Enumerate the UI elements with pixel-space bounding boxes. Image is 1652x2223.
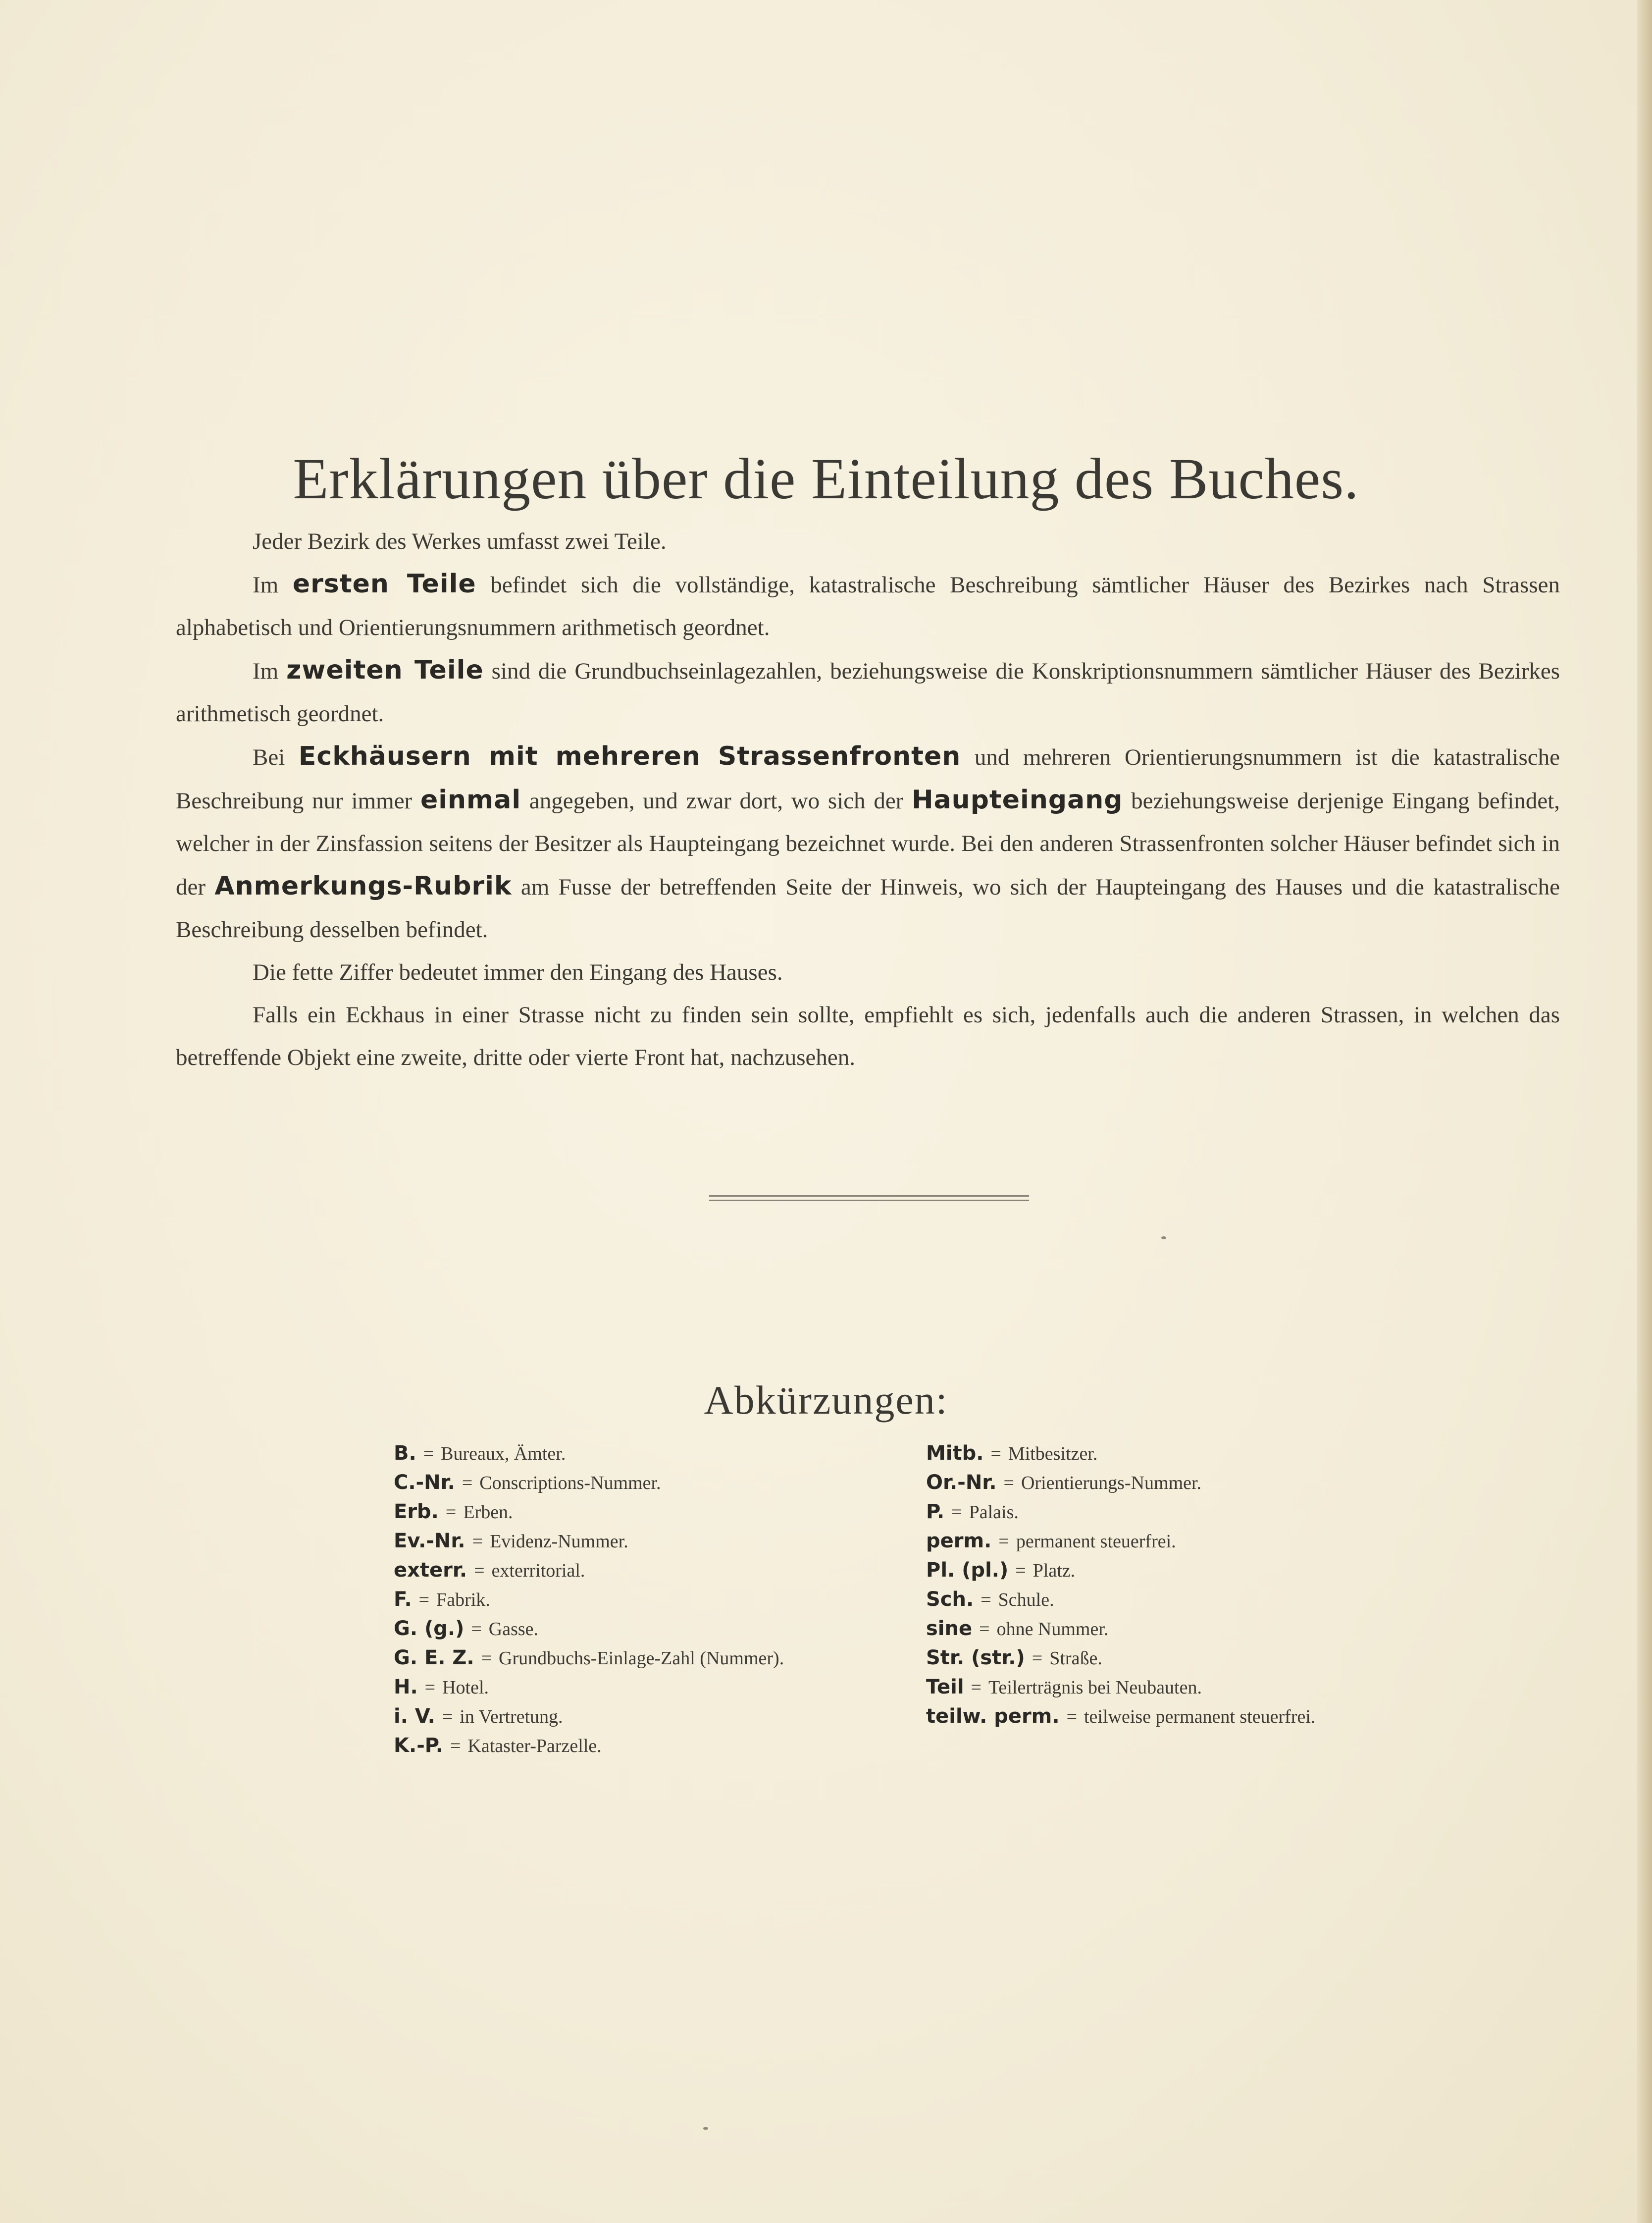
abbreviation-term: F.	[394, 1588, 412, 1611]
paragraph-text: Falls ein Eckhaus in einer Strasse nicht zu finden sein sollte, empfiehlt es sich, jedenfalls auch die anderen Strassen, in welchen das betreffende Objekt eine zweite, dritte oder vierte Front hat, nachzusehen.	[176, 1002, 1560, 1070]
emphasis-text: Eckhäusern mit mehreren Strassenfronten	[298, 741, 961, 771]
abbreviation-meaning: Straße.	[1049, 1648, 1102, 1669]
abbreviations-column-left	[394, 1439, 784, 1760]
abbreviation-entry	[926, 1702, 1315, 1731]
abbreviation-meaning: Fabrik.	[436, 1589, 490, 1610]
abbreviation-entry	[926, 1585, 1315, 1614]
paragraph	[176, 520, 1560, 563]
abbreviation-entry	[926, 1468, 1315, 1497]
abbreviation-entry	[394, 1439, 784, 1468]
abbreviations-column-right	[926, 1439, 1315, 1731]
equals-sign: =	[481, 1648, 492, 1669]
abbreviation-entry	[394, 1468, 784, 1497]
paragraph-text: beziehungsweise derjenige Eingang befindet, welcher in der Zinsfassion seitens der Besitzer als Haupteingang bezeichnet wurde. Bei den anderen Strassenfronten solcher Häuser befindet sich in der	[176, 788, 1560, 900]
paragraph-text: am Fusse der betreffenden Seite der Hinweis, wo sich der Haupteingang des Hauses und die katastralische Beschreibung desselben befindet.	[176, 874, 1560, 943]
equals-sign: =	[462, 1473, 473, 1493]
paragraph-text: Jeder Bezirk des Werkes umfasst zwei Teile.	[253, 529, 667, 554]
paragraph-text: Im	[253, 572, 293, 598]
abbreviation-term: Teil	[926, 1676, 964, 1698]
abbreviation-term: Mitb.	[926, 1442, 984, 1465]
equals-sign: =	[424, 1677, 436, 1698]
paragraph-text: sind die Grundbuchseinlagezahlen, beziehungsweise die Konskriptionsnummern sämtlicher Häuser des Bezirkes arithmetisch geordnet.	[176, 658, 1560, 727]
equals-sign: =	[450, 1736, 461, 1756]
abbreviation-entry	[926, 1556, 1315, 1585]
abbreviation-meaning: Erben.	[463, 1502, 513, 1523]
equals-sign: =	[990, 1443, 1001, 1464]
equals-sign: =	[971, 1677, 981, 1698]
abbreviation-meaning: teilweise permanent steuerfrei.	[1084, 1706, 1316, 1727]
abbreviation-meaning: Teilerträgnis bei Neubauten.	[988, 1677, 1202, 1698]
abbreviation-term: sine	[926, 1617, 973, 1640]
abbreviation-entry	[926, 1673, 1315, 1702]
abbreviation-meaning: Kataster-Parzelle.	[467, 1736, 602, 1756]
paragraph	[176, 735, 1560, 951]
equals-sign: =	[1032, 1648, 1043, 1669]
abbreviation-meaning: Evidenz-Nummer.	[490, 1531, 628, 1552]
abbreviation-term: Erb.	[394, 1500, 439, 1523]
abbreviation-entry	[926, 1614, 1315, 1643]
abbreviation-meaning: permanent steuerfrei.	[1016, 1531, 1176, 1552]
abbreviation-entry	[394, 1556, 784, 1585]
equals-sign: =	[445, 1502, 457, 1523]
equals-sign: =	[981, 1589, 991, 1610]
abbreviation-meaning: Platz.	[1032, 1560, 1076, 1581]
abbreviation-meaning: Gasse.	[488, 1619, 539, 1640]
abbreviation-entry	[394, 1585, 784, 1614]
emphasis-text: ersten Teile	[292, 569, 476, 599]
paragraph-text: Bei	[253, 744, 299, 770]
paper-speck	[1161, 1236, 1166, 1239]
abbreviation-meaning: exterritorial.	[491, 1560, 585, 1581]
abbreviation-meaning: Mitbesitzer.	[1008, 1443, 1098, 1464]
emphasis-text: Anmerkungs-Rubrik	[214, 871, 512, 901]
abbreviation-term: G. E. Z.	[394, 1646, 474, 1669]
paragraph-text: Die fette Ziffer bedeutet immer den Eingang des Hauses.	[253, 959, 783, 985]
abbreviation-meaning: Orientierungs-Nummer.	[1021, 1473, 1202, 1493]
abbreviation-term: Pl. (pl.)	[926, 1559, 1009, 1582]
explanation-text	[176, 520, 1560, 1079]
paragraph-text: befindet sich die vollständige, katastralische Beschreibung sämtlicher Häuser des Bezirkes nach Strassen alphabetisch und Orientierungsnummern arithmetisch geordnet.	[176, 572, 1560, 640]
abbreviation-entry	[394, 1731, 784, 1760]
abbreviation-term: C.-Nr.	[394, 1471, 455, 1494]
abbreviation-term: Or.-Nr.	[926, 1471, 997, 1494]
equals-sign: =	[472, 1531, 483, 1552]
abbreviation-term: B.	[394, 1442, 416, 1465]
abbreviation-term: K.-P.	[394, 1734, 443, 1757]
equals-sign: =	[979, 1619, 990, 1640]
abbreviations-heading: Abkürzungen:	[704, 1377, 948, 1423]
equals-sign: =	[474, 1560, 485, 1581]
equals-sign: =	[423, 1443, 434, 1464]
equals-sign: =	[1003, 1473, 1014, 1493]
emphasis-text: Haupteingang	[912, 785, 1123, 815]
equals-sign: =	[442, 1706, 453, 1727]
abbreviation-meaning: in Vertretung.	[460, 1706, 563, 1727]
paragraph	[176, 649, 1560, 735]
abbreviation-term: P.	[926, 1500, 945, 1523]
abbreviation-entry	[926, 1643, 1315, 1673]
paragraph	[176, 563, 1560, 649]
abbreviation-term: i. V.	[394, 1705, 435, 1728]
abbreviation-meaning: Hotel.	[442, 1677, 489, 1698]
abbreviation-meaning: Bureaux, Ämter.	[441, 1443, 566, 1464]
paragraph-text: und mehreren Orientierungsnummern ist die katastralische Beschreibung nur immer	[176, 744, 1560, 814]
equals-sign: =	[1015, 1560, 1026, 1581]
abbreviation-meaning: Grundbuchs-Einlage-Zahl (Nummer).	[499, 1648, 784, 1669]
paragraph-text: Im	[253, 658, 287, 684]
abbreviation-meaning: Conscriptions-Nummer.	[479, 1473, 661, 1493]
paper-speck	[703, 2127, 708, 2130]
abbreviation-meaning: Schule.	[998, 1589, 1054, 1610]
abbreviation-term: exterr.	[394, 1559, 467, 1582]
equals-sign: =	[1066, 1706, 1077, 1727]
abbreviation-meaning: ohne Nummer.	[996, 1619, 1109, 1640]
abbreviation-term: perm.	[926, 1530, 992, 1552]
equals-sign: =	[471, 1619, 482, 1640]
abbreviation-entry	[926, 1497, 1315, 1527]
equals-sign: =	[998, 1531, 1009, 1552]
paragraph	[176, 951, 1560, 994]
abbreviation-term: Str. (str.)	[926, 1646, 1025, 1669]
abbreviation-term: H.	[394, 1676, 418, 1698]
abbreviation-entry	[394, 1643, 784, 1673]
abbreviation-entry	[394, 1702, 784, 1731]
page-title: Erklärungen über die Einteilung des Buches.	[293, 446, 1359, 512]
abbreviation-entry	[394, 1614, 784, 1643]
abbreviation-meaning: Palais.	[969, 1502, 1019, 1523]
equals-sign: =	[418, 1589, 430, 1610]
emphasis-text: zweiten Teile	[286, 655, 484, 685]
double-rule-divider	[709, 1195, 1029, 1201]
abbreviation-term: teilw. perm.	[926, 1705, 1060, 1728]
equals-sign: =	[951, 1502, 962, 1523]
abbreviation-term: G. (g.)	[394, 1617, 465, 1640]
emphasis-text: einmal	[420, 785, 521, 815]
paragraph	[176, 994, 1560, 1079]
abbreviation-entry	[394, 1527, 784, 1556]
abbreviation-entry	[926, 1439, 1315, 1468]
abbreviation-entry	[394, 1497, 784, 1527]
abbreviation-entry	[926, 1527, 1315, 1556]
abbreviation-entry	[394, 1673, 784, 1702]
abbreviation-term: Ev.-Nr.	[394, 1530, 465, 1552]
page-edge	[1637, 0, 1652, 2223]
abbreviation-term: Sch.	[926, 1588, 974, 1611]
paragraph-text: angegeben, und zwar dort, wo sich der	[521, 788, 912, 814]
